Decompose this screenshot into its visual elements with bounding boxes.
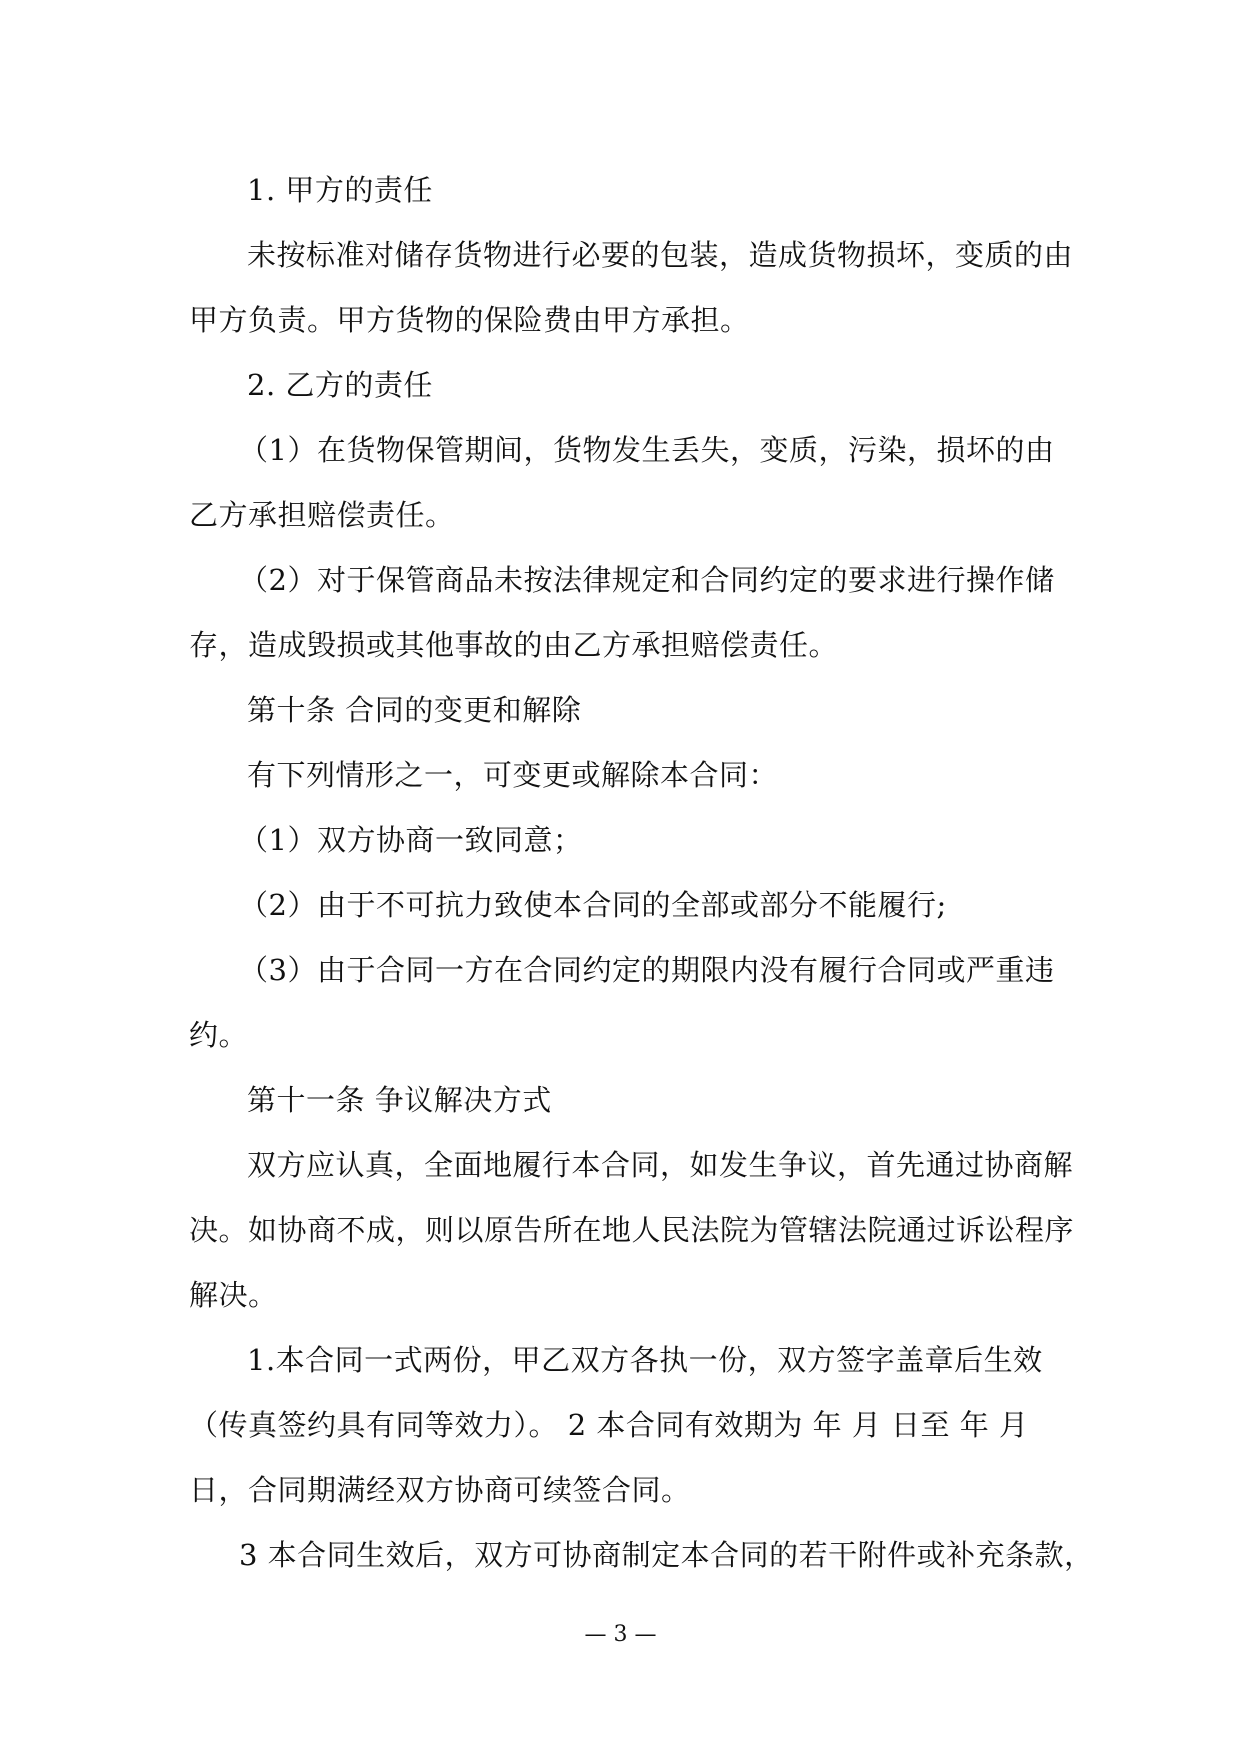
paragraph-line: （1）在货物保管期间，货物发生丢失，变质，污染，损坏的由 — [239, 433, 1055, 467]
document-body — [189, 158, 1094, 1588]
paragraph-line: 约。 — [189, 1018, 249, 1052]
article-heading-ten: 第十条 合同的变更和解除 — [247, 693, 582, 727]
list-item: （1）双方协商一致同意； — [239, 823, 583, 857]
paragraph-line: 存，造成毁损或其他事故的由乙方承担赔偿责任。 — [189, 628, 839, 662]
paragraph-line: 解决。 — [189, 1278, 278, 1312]
paragraph-line: 3 本合同生效后，双方可协商制定本合同的若干附件或补充条款， — [239, 1538, 1094, 1572]
list-item: （3）由于合同一方在合同约定的期限内没有履行合同或严重违 — [239, 953, 1055, 987]
article-heading-eleven: 第十一条 争议解决方式 — [247, 1083, 552, 1117]
paragraph-line: 乙方承担赔偿责任。 — [189, 498, 455, 532]
paragraph-line: 1.本合同一式两份，甲乙双方各执一份，双方签字盖章后生效 — [247, 1343, 1043, 1377]
clause-heading-party-b: 2. 乙方的责任 — [247, 368, 433, 402]
paragraph-line: （传真签约具有同等效力）。 2 本合同有效期为 年 月 日至 年 月 — [189, 1408, 1029, 1442]
paragraph-line: 未按标准对储存货物进行必要的包装，造成货物损坏，变质的由 — [247, 238, 1074, 272]
paragraph-line: 甲方负责。甲方货物的保险费由甲方承担。 — [189, 303, 750, 337]
paragraph-line: 日，合同期满经双方协商可续签合同。 — [189, 1473, 691, 1507]
clause-heading-party-a: 1. 甲方的责任 — [247, 173, 433, 207]
paragraph-line: 有下列情形之一，可变更或解除本合同： — [247, 758, 779, 792]
list-item: （2）由于不可抗力致使本合同的全部或部分不能履行; — [239, 888, 947, 922]
paragraph-line: 决。如协商不成，则以原告所在地人民法院为管辖法院通过诉讼程序 — [189, 1213, 1075, 1247]
page-number: — 3 — — [584, 1622, 657, 1647]
paragraph-line: （2）对于保管商品未按法律规定和合同约定的要求进行操作储 — [239, 563, 1055, 597]
paragraph-line: 双方应认真，全面地履行本合同，如发生争议，首先通过协商解 — [247, 1148, 1074, 1182]
